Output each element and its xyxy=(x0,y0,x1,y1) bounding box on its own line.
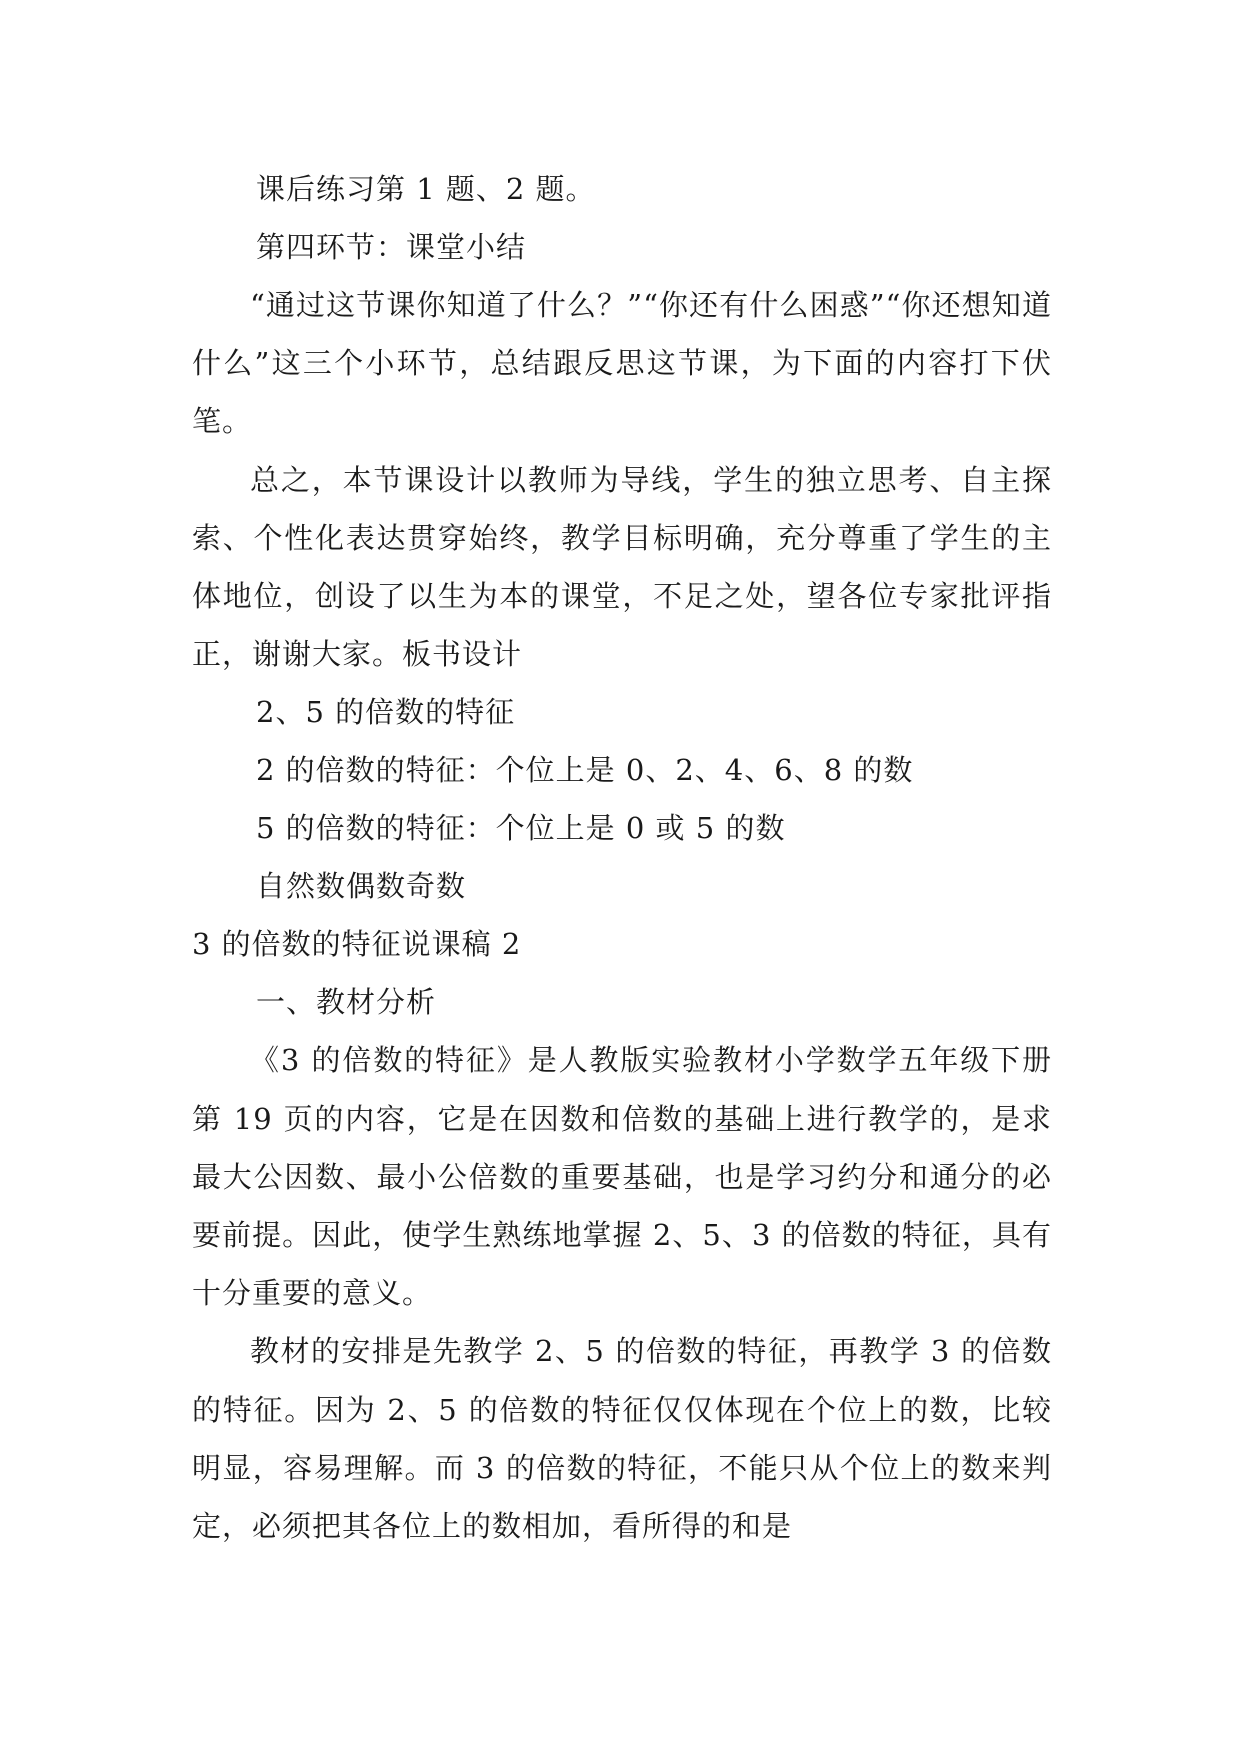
conclusion-paragraph: 总之，本节课设计以教师为导线，学生的独立思考、自主探索、个性化表达贯穿始终，教学目标明确，充分尊重了学生的主体地位，创设了以生为本的课堂，不足之处，望各位专家批评指正，谢谢大家。板书设计 xyxy=(192,462,1052,672)
section-heading-summary: 第四环节：课堂小结 xyxy=(256,230,527,264)
board-line-2: 2 的倍数的特征：个位上是 0、2、4、6、8 的数 xyxy=(256,753,914,788)
board-line-5: 5 的倍数的特征：个位上是 0 或 5 的数 xyxy=(256,811,786,846)
board-title: 2、5 的倍数的特征 xyxy=(256,695,516,730)
document-subtitle: 3 的倍数的特征说课稿 2 xyxy=(192,927,522,962)
exercise-line: 课后练习第 1 题、2 题。 xyxy=(256,172,596,206)
section-heading-analysis: 一、教材分析 xyxy=(256,985,437,1020)
board-line-numbers: 自然数偶数奇数 xyxy=(256,869,467,904)
summary-paragraph: “通过这节课你知道了什么？”“你还有什么困惑”“你还想知道什么”这三个小环节，总结跟反思这节课，为下面的内容打下伏笔。 xyxy=(192,288,1052,439)
document-body xyxy=(192,160,1052,1555)
analysis-paragraph-1: 《3 的倍数的特征》是人教版实验教材小学数学五年级下册第 19 页的内容，它是在因数和倍数的基础上进行教学的，是求最大公因数、最小公倍数的重要基础，也是学习约分和通分的必要前提。因此，使学生熟练地掌握 2、5、3 的倍数的特征，具有十分重要的意义。 xyxy=(192,1043,1052,1311)
analysis-paragraph-2: 教材的安排是先教学 2、5 的倍数的特征，再教学 3 的倍数的特征。因为 2、5 的倍数的特征仅仅体现在个位上的数，比较明显，容易理解。而 3 的倍数的特征，不能只从个位上的数来判定，必须把其各位上的数相加，看所得的和是 xyxy=(192,1334,1052,1544)
